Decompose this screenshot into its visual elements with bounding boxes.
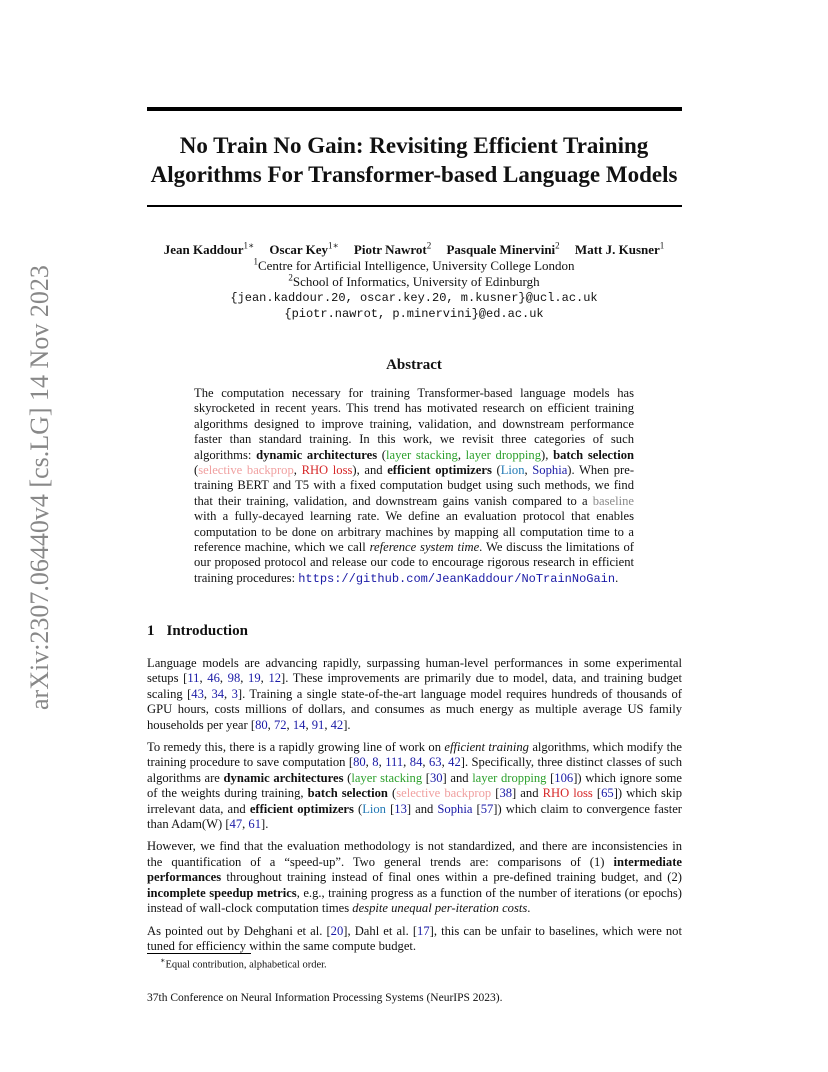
link-baseline[interactable]: baseline <box>592 493 634 508</box>
title-bottom-rule <box>147 205 682 207</box>
affiliation: $^1$Centre for Artificial Intelligence, University College London <box>253 256 575 273</box>
citation[interactable]: 91 <box>311 717 325 732</box>
citation[interactable]: 80 <box>255 717 268 732</box>
citation[interactable]: 19 <box>248 671 261 686</box>
arxiv-stamp: arXiv:2307.06440v4 [cs.LG] 14 Nov 2023 <box>25 265 54 710</box>
link-lion[interactable]: Lion <box>500 463 525 478</box>
paragraph: To remedy this, there is a rapidly growing line of work on efficient training algorithms, which modify the training procedure to save computation [80, 8, 111, 84, 63, 42]. Specifically, three distinct classes of such algorithms are dynamic architectures (layer stacking [30] and layer dropping [106]) which ignore some of the weights during training, batch selection (selective backprop [38] and RHO loss [65]) which skip irrelevant data, and efficient optimizers (Lion [13] and Sophia [57]) which claim to convergence faster than Adam(W) [47, 61]. <box>147 740 683 832</box>
author: Oscar Key$^{1∗}$ <box>269 240 339 257</box>
citation[interactable]: 17 <box>417 923 430 938</box>
author: Jean Kaddour$^{1∗}$ <box>163 240 255 257</box>
email-line: {piotr.nawrot, p.minervini}@ed.ac.uk <box>284 307 544 321</box>
citation[interactable]: 111 <box>385 755 404 770</box>
citation[interactable]: 12 <box>268 671 282 686</box>
link-selective-backprop[interactable]: selective backprop <box>396 786 492 801</box>
citation[interactable]: 3 <box>231 686 238 701</box>
email-line: {jean.kaddour.20, oscar.key.20, m.kusner}@ucl.ac.uk <box>230 291 598 305</box>
citation[interactable]: 20 <box>330 923 344 938</box>
citation[interactable]: 30 <box>429 770 443 785</box>
github-link[interactable]: https://github.com/JeanKaddour/NoTrainNoGain <box>298 571 616 586</box>
citation[interactable]: 13 <box>394 801 407 816</box>
citation[interactable]: 42 <box>448 755 461 770</box>
link-layer-stacking[interactable]: layer stacking <box>386 447 458 462</box>
citation[interactable]: 46 <box>207 671 220 686</box>
abstract-heading: Abstract <box>386 357 442 373</box>
citation[interactable]: 43 <box>191 686 204 701</box>
citation[interactable]: 34 <box>211 686 225 701</box>
link-layer-stacking[interactable]: layer stacking <box>351 770 423 785</box>
citation[interactable]: 61 <box>248 817 262 832</box>
citation[interactable]: 11 <box>187 671 200 686</box>
link-sophia[interactable]: Sophia <box>437 801 473 816</box>
abstract-text: The computation necessary for training Transformer-based language models has skyrocketed in recent years. This trend has motivated research on efficient training algorithms designed to improve training, validation, and downstream performance faster than standard training. In this work, we revisit three categories of such algorithms: dynamic architectures (layer stacking, layer dropping), batch selection (selective backprop, RHO loss), and efficient optimizers (Lion, Sophia). When pre-training BERT and T5 with a fixed computation budget using such methods, we find that their training, validation, and downstream gains vanish compared to a baseline with a fully-decayed learning rate. We define an evaluation protocol that enables computation to be done on arbitrary machines by mapping all computation time to a reference machine, which we call reference system time. We discuss the limitations of our proposed protocol and release our code to encourage rigorous research in efficient training procedures: https://github.com/JeanKaddour/NoTrainNoGain. <box>194 386 635 586</box>
link-sophia[interactable]: Sophia <box>532 463 568 478</box>
link-selective-backprop[interactable]: selective backprop <box>198 463 294 478</box>
author: Pasquale Minervini$^2$ <box>446 240 560 257</box>
citation[interactable]: 72 <box>273 717 287 732</box>
author-list <box>100 242 728 258</box>
citation[interactable]: 80 <box>353 755 366 770</box>
citation[interactable]: 84 <box>409 755 423 770</box>
title-top-rule <box>147 107 682 111</box>
affiliation: $^2$School of Informatics, University of Edinburgh <box>288 272 540 289</box>
citation[interactable]: 63 <box>428 755 442 770</box>
link-lion[interactable]: Lion <box>362 801 386 816</box>
section-heading: 1 Introduction <box>147 623 248 639</box>
paragraph: Language models are advancing rapidly, surpassing human-level performances in some experimental setups [11, 46, 98, 19, 12]. These improvements are primarily due to model, data, and training budget scaling [43, 34, 3]. Training a single state-of-the-art language model requires hundreds of thousands of GPU hours, costs millions of dollars, and consumes as much energy as multiple average US family households per year [80, 72, 14, 91, 42]. <box>147 656 682 732</box>
author: Piotr Nawrot$^2$ <box>353 240 432 257</box>
title-line-2: Algorithms For Transformer-based Language Models <box>150 162 678 187</box>
citation[interactable]: 47 <box>229 817 243 832</box>
citation[interactable]: 65 <box>601 786 614 801</box>
citation[interactable]: 14 <box>292 717 306 732</box>
citation[interactable]: 42 <box>330 717 344 732</box>
section-body <box>147 656 682 961</box>
paragraph: As pointed out by Dehghani et al. [20], Dahl et al. [17], this can be unfair to baselines, which were not tuned for efficiency within the same compute budget. <box>147 923 682 953</box>
link-layer-dropping[interactable]: layer dropping <box>465 447 542 462</box>
citation[interactable]: 106 <box>554 770 574 785</box>
footnote: ∗Equal contribution, alphabetical order. <box>160 956 327 971</box>
link-rho-loss[interactable]: RHO loss <box>542 786 593 801</box>
conference-note: 37th Conference on Neural Information Processing Systems (NeurIPS 2023). <box>147 992 503 1004</box>
citation[interactable]: 98 <box>227 671 241 686</box>
link-layer-dropping[interactable]: layer dropping <box>472 770 547 785</box>
link-rho-loss[interactable]: RHO loss <box>301 463 353 478</box>
author: Matt J. Kusner$^1$ <box>574 240 665 257</box>
paper-title <box>120 131 708 189</box>
citation[interactable]: 8 <box>372 755 379 770</box>
footnote-rule <box>147 953 251 954</box>
citation[interactable]: 57 <box>480 801 494 816</box>
title-line-1: No Train No Gain: Revisiting Efficient Training <box>179 133 649 158</box>
citation[interactable]: 38 <box>499 786 513 801</box>
paragraph: However, we find that the evaluation methodology is not standardized, and there are inconsistencies in the quantification of a “speed-up”. Two general trends are: comparisons of (1) intermediate performances throughout training instead of final ones within a pre-defined training budget, and (2) incomplete speedup metrics, e.g., training progress as a function of the number of iterations (or epochs) instead of wall-clock computation times despite unequal per-iteration costs. <box>147 839 682 916</box>
author-block <box>100 242 728 322</box>
